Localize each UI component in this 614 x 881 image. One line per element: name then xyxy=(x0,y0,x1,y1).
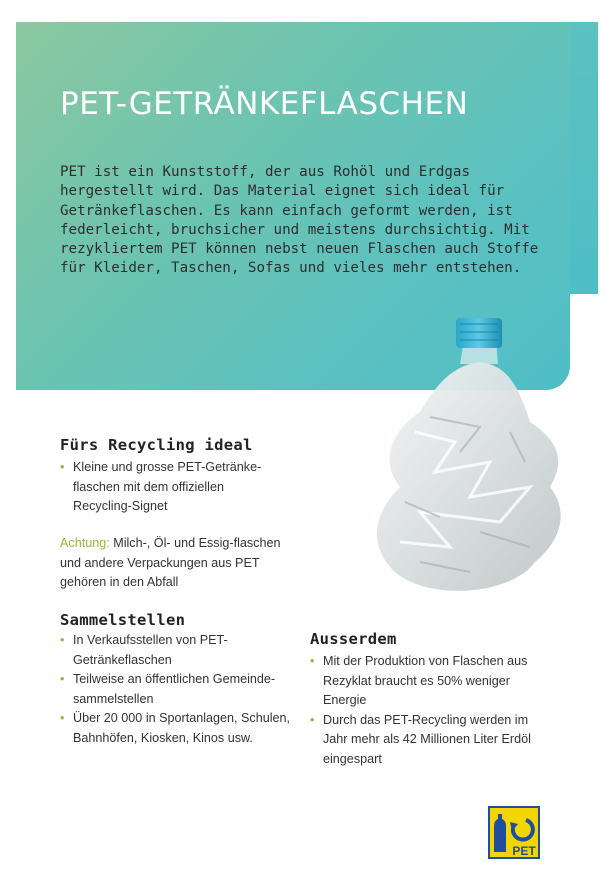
list-item: • Durch das PET-Recycling werden im Jahr mehr als 42 Millionen Liter Erdöl eingespart xyxy=(310,711,545,770)
recycling-heading: Fürs Recycling ideal xyxy=(60,436,253,454)
page-title: PET-GETRÄNKEFLASCHEN xyxy=(60,86,469,122)
list-item: • Kleine und grosse PET-Getränke-flaschen mit dem offiziellen Recycling-Signet xyxy=(60,458,280,517)
list-item: • Teilweise an öffentlichen Gemeinde-sammelstellen xyxy=(60,670,298,709)
attention-note xyxy=(60,534,300,593)
intro-text: PET ist ein Kunststoff, der aus Rohöl und Erdgas hergestellt wird. Das Material eignet sich ideal für Getränkeflaschen. Es kann einfach geformt werden, ist federleicht, bruchsicher und meistens durchsichtig. Mit rezykliertem PET können nebst neuen Flaschen auch Stoffe für Kleider, Taschen, Sofas und vieles mehr entstehen. xyxy=(60,164,539,277)
ausserdem-heading: Ausserdem xyxy=(310,630,397,648)
ausserdem-list xyxy=(310,652,545,769)
list-item: • Über 20 000 in Sportanlagen, Schulen, Bahnhöfen, Kiosken, Kinos usw. xyxy=(60,709,298,748)
pet-recycling-logo-icon xyxy=(488,806,540,859)
list-item: • In Verkaufsstellen von PET-Getränkeflaschen xyxy=(60,631,298,670)
sammelstellen-list xyxy=(60,631,298,748)
crushed-bottle-image xyxy=(360,312,572,612)
logo-text: PET xyxy=(512,844,536,858)
attention-text: Milch-, Öl- und Essig-flaschen und andere Verpackungen aus PET gehören in den Abfall xyxy=(60,536,281,589)
sammelstellen-heading: Sammelstellen xyxy=(60,611,186,629)
hero-banner-edge xyxy=(570,22,598,294)
attention-label: Achtung: xyxy=(60,536,110,550)
list-item: • Mit der Produktion von Flaschen aus Rezyklat braucht es 50% weniger Energie xyxy=(310,652,545,711)
recycling-list xyxy=(60,458,280,517)
